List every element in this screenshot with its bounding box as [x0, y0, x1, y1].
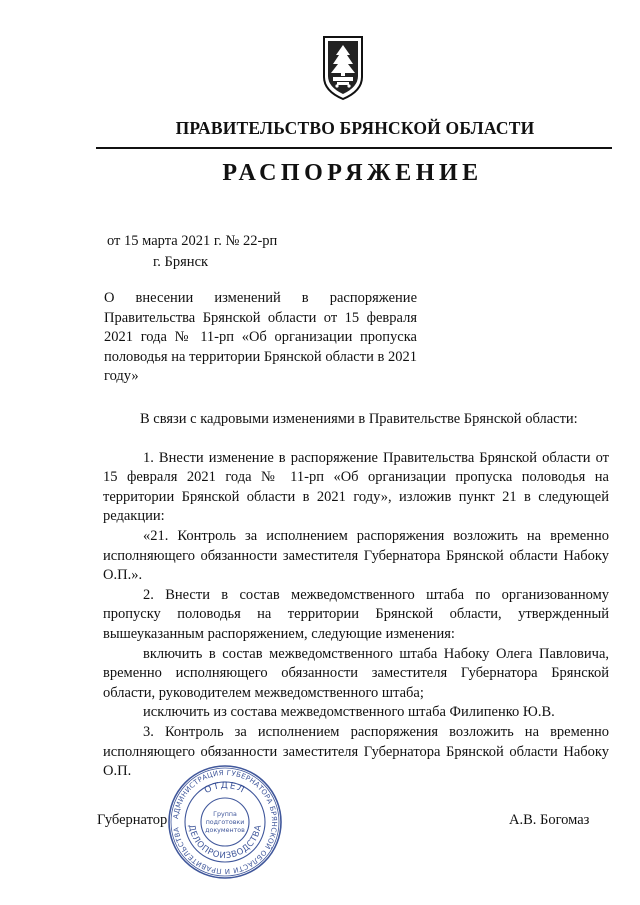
body-paragraph-2-exclude: исключить из состава межведомственного штаба Филипенко Ю.В. — [143, 704, 555, 721]
body-paragraph-1: 1. Внести изменение в распоряжение Правительства Брянской области от 15 февраля 2021 года № 11-рп «Об организации пропуска половодья на территории Брянской области в 2021 году», изложив пункт 21 в следующей редакции: — [103, 449, 609, 525]
stamp-inner-line-2: подготовки — [205, 819, 245, 826]
document-date-number: от 15 марта 2021 г. № 22-рп — [107, 233, 278, 249]
stamp-center-top: ОТДЕЛ — [203, 780, 247, 797]
header-divider — [96, 147, 612, 149]
document-place: г. Брянск — [153, 254, 209, 270]
signer-name: А.В. Богомаз — [509, 812, 590, 828]
stamp-inner-line-3: документов — [205, 827, 245, 834]
stamp-ring-text: АДМИНИСТРАЦИЯ ГУБЕРНАТОРА БРЯНСКОЙ ОБЛАСТИ И ПРАВИТЕЛЬСТВА — [172, 768, 279, 876]
body-preamble: В связи с кадровыми изменениями в Правительстве Брянской области: — [140, 411, 578, 427]
bryansk-coat-of-arms-icon — [320, 33, 366, 101]
organization-title: ПРАВИТЕЛЬСТВО БРЯНСКОЙ ОБЛАСТИ — [175, 118, 535, 138]
body-paragraph-2-include: включить в состав межведомственного штаба Набоку Олега Павловича, временно исполняющего обязанности заместителя Губернатора Брянской области, руководителем межведомственного штаба; — [103, 645, 609, 701]
signer-title: Губернатор — [97, 812, 168, 828]
office-stamp-icon — [166, 763, 284, 881]
stamp-center-bottom: ДЕЛОПРОИЗВОДСТВА — [186, 823, 264, 862]
body-paragraph-3: 3. Контроль за исполнением распоряжения возложить на временно исполняющего обязанности заместителя Губернатора Брянской области Набоку О.П. — [103, 723, 609, 780]
document-subject: О внесении изменений в распоряжение Правительства Брянской области от 15 февраля 2021 года № 11-рп «Об организации пропуска половодья на территории Брянской области в 2021 году» — [104, 290, 417, 385]
document-body — [103, 410, 609, 782]
body-paragraph-1-quote: «21. Контроль за исполнением распоряжения возложить на временно исполняющего обязанности заместителя Губернатора Брянской области Набоку О.П.». — [103, 527, 609, 584]
svg-text:ОТДЕЛ — [203, 781, 247, 796]
stamp-inner-line-1: Группа — [213, 811, 237, 818]
document-type-title: РАСПОРЯЖЕНИЕ — [222, 160, 483, 186]
body-paragraph-2: 2. Внести в состав межведомственного штаба по организованному пропуску половодья на территории Брянской области, утвержденный вышеуказанным распоряжением, следующие изменения: — [103, 586, 609, 642]
